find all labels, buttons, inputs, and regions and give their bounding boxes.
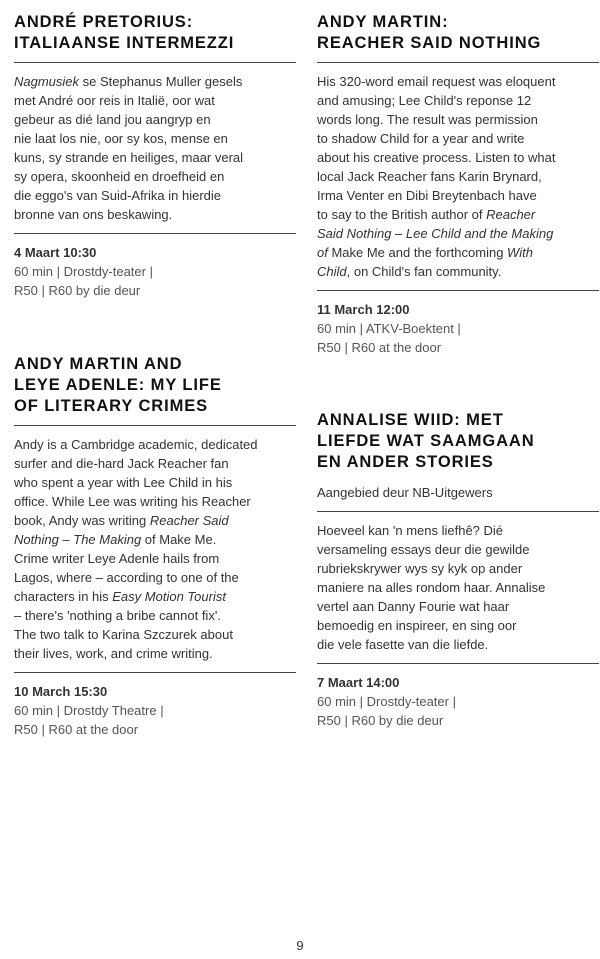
event-presenter: Aangebied deur NB-Uitgewers [317, 485, 493, 500]
event-venue: 60 min | Drostdy-teater | [317, 694, 456, 709]
page-number: 9 [296, 938, 304, 953]
event-venue: 60 min | ATKV-Boektent | [317, 321, 461, 336]
event-annalise-wiid [317, 410, 599, 730]
event-price: R50 | R60 at the door [317, 340, 442, 355]
divider [14, 425, 296, 426]
event-title: ANDY MARTIN AND LEYE ADENLE: MY LIFE OF LITERARY CRIMES [14, 355, 222, 415]
event-title: ANNALISE WIID: MET LIEFDE WAT SAAMGAAN EN ANDER STORIES [317, 411, 535, 471]
divider [317, 290, 599, 291]
event-description: His 320-word email request was eloquent and amusing; Lee Child's reponse 12 words long. The result was permission to shadow Child for a year and write about his creative process. Listen to what local Jack Reacher fans Karin Brynard, Irma Venter en Dibi Breytenbach have to say to the British author of Reacher Said Nothing – Lee Child and the Making of Make Me and the forthcoming With Child, on Child's fan community. [317, 74, 556, 279]
event-price: R50 | R60 at the door [14, 722, 139, 737]
event-date: 4 Maart 10:30 [14, 245, 97, 260]
event-price: R50 | R60 by die deur [317, 713, 444, 728]
event-date: 7 Maart 14:00 [317, 675, 400, 690]
event-date: 10 March 15:30 [14, 684, 108, 699]
divider [14, 62, 296, 63]
event-venue: 60 min | Drostdy-teater | [14, 264, 153, 279]
event-andre-pretorius [14, 12, 296, 300]
event-description: Hoeveel kan 'n mens liefhê? Dié versameling essays deur die gewilde rubriekskrywer wys sy kyk op ander maniere na alles rondom haar. Annalise vertel aan Danny Fourie wat haar bemoedig en inspireer, en sing oor die vele fasette van die liefde. [317, 523, 546, 652]
event-description: Andy is a Cambridge academic, dedicated surfer and die-hard Jack Reacher fan who spent a year with Lee Child in his office. While Lee was writing his Reacher book, Andy was writing Reacher Said Nothing – The Making of Make Me. Crime writer Leye Adenle hails from Lagos, where – according to one of the characters in his Easy Motion Tourist – there's 'nothing a bribe cannot fix'. The two talk to Karina Szczurek about their lives, work, and crime writing. [14, 437, 258, 661]
event-title: ANDRÉ PRETORIUS: ITALIAANSE INTERMEZZI [14, 13, 235, 52]
event-title: ANDY MARTIN: REACHER SAID NOTHING [317, 13, 542, 52]
event-date: 11 March 12:00 [317, 302, 410, 317]
event-martin-adenle [14, 354, 296, 739]
divider [317, 511, 599, 512]
event-description: Nagmusiek se Stephanus Muller gesels met André oor reis in Italië, oor wat gebeur as dié land jou aangryp en nie laat los nie, oor sy kos, mense en kuns, sy strande en heiliges, maar veral sy opera, skoonheid en droefheid en die eggo's van Suid-Afrika in hierdie bronne van ons beskawing. [14, 74, 244, 222]
divider [317, 663, 599, 664]
divider [14, 672, 296, 673]
divider [14, 233, 296, 234]
event-venue: 60 min | Drostdy Theatre | [14, 703, 164, 718]
divider [317, 62, 599, 63]
event-price: R50 | R60 by die deur [14, 283, 141, 298]
event-andy-martin-reacher [317, 12, 599, 357]
